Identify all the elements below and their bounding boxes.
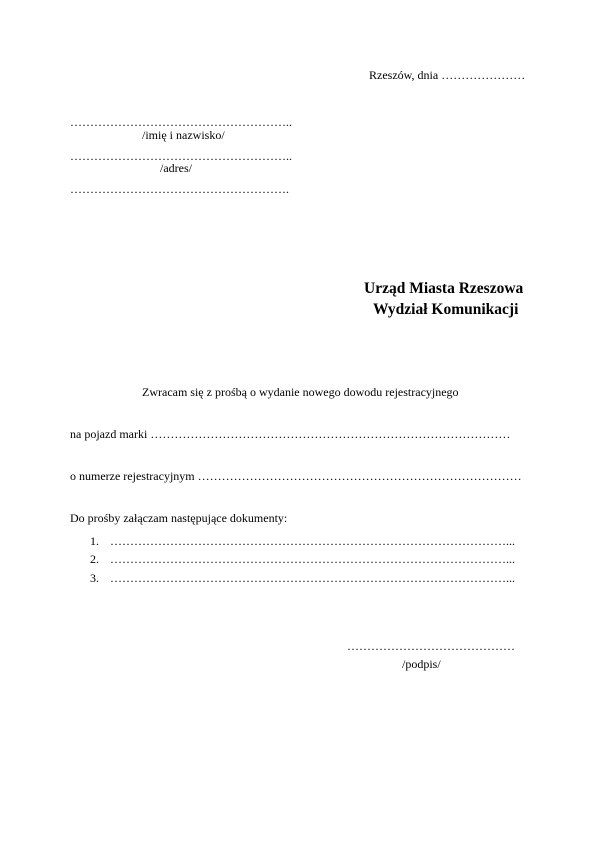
sender-address-field-2[interactable]: ………………………………………………. (70, 182, 289, 196)
attachment-number: 2. (90, 552, 99, 566)
attachment-number: 1. (90, 534, 99, 548)
sender-address-label: /adres/ (160, 161, 192, 175)
place-date-line (369, 69, 525, 81)
sender-name-field[interactable]: ……………………………………………….. (70, 115, 292, 129)
recipient-block (364, 278, 523, 320)
registration-number-label: o numerze rejestracyjnym (70, 469, 195, 483)
registration-number-row (70, 470, 522, 482)
request-text: Zwracam się z prośbą o wydanie nowego dowodu rejestracyjnego (142, 385, 459, 399)
place-date-label: Rzeszów, dnia (369, 68, 439, 82)
recipient-office: Urząd Miasta Rzeszowa (364, 280, 524, 297)
attachment-field[interactable]: ………………………………………………………………………………………... (110, 552, 515, 566)
sender-name-label: /imię i nazwisko/ (142, 128, 225, 142)
attachment-field[interactable]: ………………………………………………………………………………………... (110, 534, 515, 548)
signature-label: /podpis/ (402, 657, 441, 671)
registration-number-field[interactable]: ……………………………………………………………………… (197, 469, 522, 483)
attachment-item (90, 553, 515, 565)
attachment-field[interactable]: ………………………………………………………………………………………... (110, 571, 515, 585)
attachment-item (90, 535, 515, 547)
attachment-item (90, 572, 515, 584)
attachments-heading: Do prośby załączam następujące dokumenty: (70, 511, 288, 525)
vehicle-make-row (70, 428, 510, 440)
sender-address-field[interactable]: ……………………………………………….. (70, 149, 292, 163)
signature-field[interactable]: …………………………………… (347, 639, 515, 653)
attachment-number: 3. (90, 571, 99, 585)
date-field[interactable]: ………………… (441, 68, 526, 82)
vehicle-make-label: na pojazd marki (70, 427, 148, 441)
vehicle-make-field[interactable]: ……………………………………………………………………………… (150, 427, 511, 441)
recipient-department: Wydział Komunikacji (373, 301, 519, 318)
